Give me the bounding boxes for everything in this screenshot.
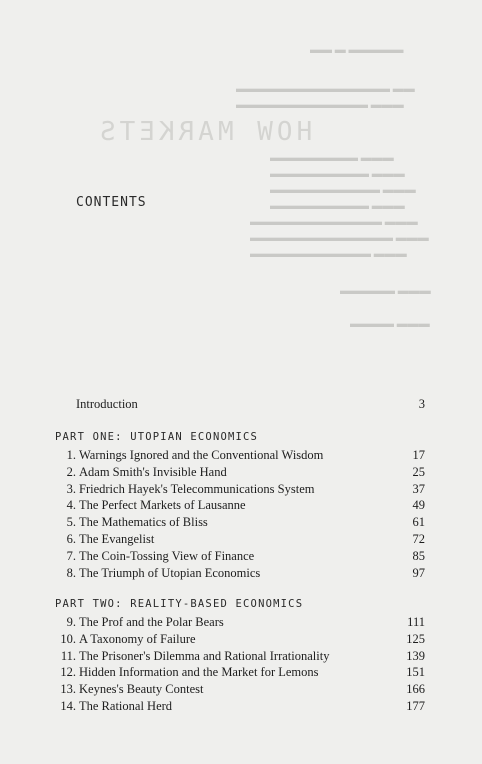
chapter-number: 7.	[66, 548, 76, 563]
chapter-page: 177	[406, 698, 425, 713]
chapter-title: A Taxonomy of Failure	[79, 631, 196, 646]
toc-entry-introduction[interactable]	[76, 397, 425, 412]
chapter-title: The Prof and the Polar Bears	[79, 615, 224, 629]
toc-chapter-entry[interactable]	[55, 447, 425, 464]
toc-chapter-entry[interactable]	[55, 531, 425, 548]
chapter-title: Warnings Ignored and the Conventional Wisdom	[79, 448, 324, 462]
bleed-through-line: ▬▬ ▬ ▬▬▬▬▬	[310, 44, 404, 56]
bleed-through-line: ▬▬▬▬▬▬▬▬▬▬▬▬ ▬▬▬	[250, 216, 418, 228]
chapter-title: The Prisoner's Dilemma and Rational Irrationality	[79, 648, 330, 663]
bleed-through-line: ▬▬▬▬▬▬▬▬▬▬▬▬▬▬ ▬▬	[236, 83, 415, 95]
toc-entry-title: Introduction	[76, 397, 138, 411]
chapter-number: 14.	[60, 698, 76, 713]
chapter-title: The Evangelist	[79, 531, 155, 546]
chapter-number: 2.	[66, 464, 76, 479]
bleed-through-reverse-page	[0, 0, 482, 330]
chapter-title: Adam Smith's Invisible Hand	[79, 464, 227, 479]
toc-chapter-entry[interactable]	[55, 548, 425, 565]
bleed-through-line: ▬▬▬▬▬▬▬▬▬ ▬▬▬	[270, 200, 405, 212]
chapter-number: 4.	[66, 498, 76, 513]
toc-chapter-entry[interactable]	[55, 497, 425, 514]
chapter-number: 11.	[60, 648, 76, 663]
chapter-title: The Mathematics of Bliss	[79, 515, 208, 530]
chapter-title: The Perfect Markets of Lausanne	[79, 498, 246, 513]
chapter-page: 17	[412, 448, 425, 462]
chapter-number: 9.	[66, 615, 76, 629]
chapter-number: 12.	[60, 665, 76, 680]
chapter-title: Keynes's Beauty Contest	[79, 682, 204, 697]
chapter-title: Friedrich Hayek's Telecommunications System	[79, 481, 315, 496]
chapter-page: 37	[412, 481, 425, 496]
toc-chapter-entry[interactable]	[55, 614, 425, 631]
chapter-page: 125	[406, 631, 425, 646]
toc-chapter-entry[interactable]	[55, 681, 425, 698]
chapter-page: 85	[412, 548, 425, 563]
chapter-page: 61	[412, 515, 425, 530]
toc-entry-page: 3	[418, 397, 425, 411]
toc-chapter-entry[interactable]	[55, 514, 425, 531]
chapter-title: The Triumph of Utopian Economics	[79, 565, 261, 580]
chapter-title: The Rational Herd	[79, 698, 173, 713]
part-two-heading: PART TWO: REALITY-BASED ECONOMICS	[55, 598, 304, 610]
toc-chapter-entry[interactable]	[55, 698, 425, 715]
bleed-through-line: ▬▬▬▬ ▬▬▬	[350, 318, 430, 330]
bleed-through-line: ▬▬▬▬▬▬▬▬▬▬▬▬ ▬▬▬	[236, 99, 404, 111]
bleed-through-line: ▬▬▬▬▬▬▬▬ ▬▬▬	[270, 152, 394, 164]
toc-chapter-entry[interactable]	[55, 565, 425, 582]
toc-chapter-entry[interactable]	[55, 631, 425, 648]
chapter-number: 6.	[66, 531, 76, 546]
chapter-title: The Coin-Tossing View of Finance	[79, 548, 255, 563]
chapter-page: 97	[412, 565, 425, 580]
toc-chapter-entry[interactable]	[55, 464, 425, 481]
part-one-chapter-list	[55, 447, 425, 581]
chapter-page: 151	[406, 665, 425, 680]
bleed-through-line: ▬▬▬▬▬▬▬▬▬▬ ▬▬▬	[270, 184, 416, 196]
toc-chapter-entry[interactable]	[55, 664, 425, 681]
chapter-number: 1.	[66, 448, 76, 462]
chapter-page: 139	[406, 648, 425, 663]
chapter-page: 111	[407, 615, 425, 629]
chapter-page: 49	[412, 498, 425, 513]
chapter-number: 8.	[66, 565, 76, 580]
bleed-through-heading: HOW MARKETS	[96, 117, 313, 147]
part-two-chapter-list	[55, 614, 425, 715]
bleed-through-line: ▬▬▬▬▬▬▬▬▬▬▬ ▬▬▬	[250, 248, 407, 260]
chapter-number: 5.	[66, 515, 76, 530]
chapter-title: Hidden Information and the Market for Lemons	[79, 665, 319, 680]
toc-chapter-entry[interactable]	[55, 648, 425, 665]
chapter-page: 166	[406, 682, 425, 697]
chapter-number: 10.	[60, 631, 76, 646]
chapter-number: 3.	[66, 481, 76, 496]
bleed-through-line: ▬▬▬▬▬ ▬▬▬	[340, 285, 431, 297]
part-one-heading: PART ONE: UTOPIAN ECONOMICS	[55, 431, 259, 443]
chapter-number: 13.	[60, 682, 76, 697]
chapter-page: 72	[412, 531, 425, 546]
chapter-page: 25	[412, 464, 425, 479]
toc-chapter-entry[interactable]	[55, 481, 425, 498]
contents-title: CONTENTS	[76, 195, 147, 210]
bleed-through-line: ▬▬▬▬▬▬▬▬▬ ▬▬▬	[270, 168, 405, 180]
bleed-through-line: ▬▬▬▬▬▬▬▬▬▬▬▬▬ ▬▬▬	[250, 232, 429, 244]
